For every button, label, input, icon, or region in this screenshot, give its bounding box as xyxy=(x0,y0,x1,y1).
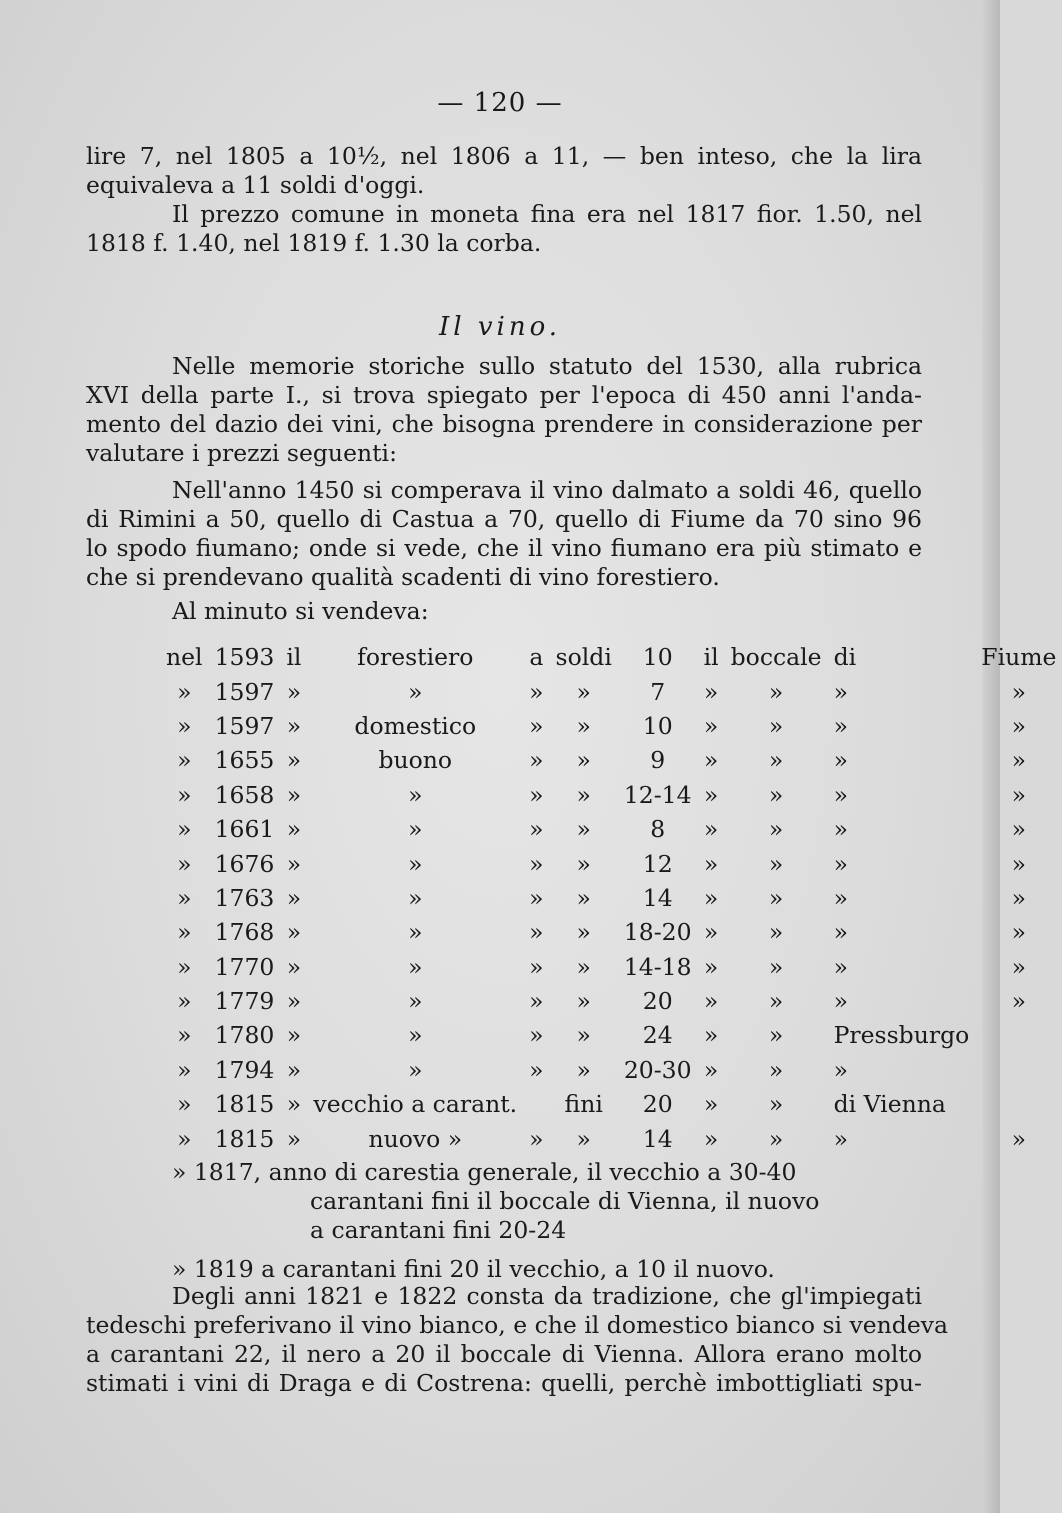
price-cell: Fiume xyxy=(981,643,1057,672)
price-cell: » xyxy=(833,746,848,775)
price-cell: 20 xyxy=(642,1090,673,1119)
price-row xyxy=(160,881,1062,915)
text-line: 1818 f. 1.40, nel 1819 f. 1.30 la corba. xyxy=(86,229,542,257)
price-cell: » xyxy=(286,1124,302,1153)
price-cell: » xyxy=(286,952,302,981)
price-cell: » xyxy=(576,1021,591,1050)
text-line: » 1819 a carantani fini 20 il vecchio, a 10 il nuovo. xyxy=(172,1255,775,1283)
price-cell: 1655 xyxy=(214,746,275,775)
price-cell: Pressburgo xyxy=(833,1021,970,1050)
price-cell: » xyxy=(833,711,848,740)
memorie-paragraph xyxy=(86,352,922,468)
price-cell: » xyxy=(286,849,302,878)
price-cell: » xyxy=(177,1090,192,1119)
price-cell: » xyxy=(768,987,784,1016)
price-cell: 1780 xyxy=(214,1021,275,1050)
price-cell: » xyxy=(286,1021,302,1050)
text-line: a carantani 22, il nero a 20 il boccale di Vienna. Allora erano molto xyxy=(86,1340,922,1368)
text-line: Degli anni 1821 e 1822 consta da tradizione, che gl'impiegati xyxy=(172,1282,922,1310)
price-cell: » xyxy=(768,849,784,878)
text-line: carantani fini il boccale di Vienna, il nuovo xyxy=(310,1187,820,1215)
price-cell: » xyxy=(177,952,192,981)
price-cell: 12-14 xyxy=(623,780,692,809)
price-cell: 1768 xyxy=(214,918,275,947)
price-cell: 1661 xyxy=(214,815,275,844)
price-cell: » xyxy=(1011,815,1027,844)
price-cell: forestiero xyxy=(357,643,474,672)
price-cell: » xyxy=(529,746,544,775)
price-cell: » xyxy=(703,815,719,844)
price-cell: » xyxy=(768,677,784,706)
price-cell: » xyxy=(177,677,192,706)
price-cell: » xyxy=(703,1021,719,1050)
price-row xyxy=(160,915,1062,949)
price-cell: » xyxy=(408,780,423,809)
price-cell: » xyxy=(177,918,192,947)
text-line: lire 7, nel 1805 a 10½, nel 1806 a 11, — ben inteso, che la lira xyxy=(86,142,922,170)
price-cell: 1676 xyxy=(214,849,275,878)
price-cell: » xyxy=(576,677,591,706)
price-cell: » xyxy=(1011,849,1027,878)
price-cell: 7 xyxy=(650,677,666,706)
price-cell: fini xyxy=(564,1090,603,1119)
price-cell: » xyxy=(703,677,719,706)
intro-paragraph xyxy=(86,142,922,258)
price-cell: » xyxy=(768,883,784,912)
price-cell: » xyxy=(576,883,591,912)
price-cell: 9 xyxy=(650,746,666,775)
price-cell: » xyxy=(703,711,719,740)
price-cell: » xyxy=(286,1090,302,1119)
price-cell: 20-30 xyxy=(623,1055,692,1084)
price-cell: » xyxy=(768,1021,784,1050)
price-cell: 8 xyxy=(650,815,666,844)
price-cell: 10 xyxy=(642,643,673,672)
price-cell: nuovo » xyxy=(368,1124,463,1153)
text-line: a carantani fini 20-24 xyxy=(310,1216,567,1244)
price-cell: » xyxy=(529,1021,544,1050)
price-cell xyxy=(523,1087,549,1121)
minuto-line: Al minuto si vendeva: xyxy=(172,597,429,625)
price-row xyxy=(160,778,1062,812)
price-cell: » xyxy=(1011,711,1027,740)
price-cell: » xyxy=(177,746,192,775)
price-cell: » xyxy=(703,1124,719,1153)
price-cell xyxy=(975,1087,1062,1121)
price-cell: » xyxy=(286,780,302,809)
price-cell: » xyxy=(286,883,302,912)
price-cell: » xyxy=(177,849,192,878)
text-line: Nelle memorie storiche sullo statuto del 1530, alla rubrica xyxy=(172,352,922,380)
price-row xyxy=(160,1121,1062,1155)
price-cell: 14 xyxy=(642,1124,673,1153)
price-cell: » xyxy=(703,952,719,981)
price-cell: » xyxy=(833,883,848,912)
price-cell: » xyxy=(703,746,719,775)
price-cell xyxy=(975,1053,1062,1087)
price-cell: 1794 xyxy=(214,1055,275,1084)
price-cell: » xyxy=(768,1055,784,1084)
price-cell: » xyxy=(286,918,302,947)
text-line: stimati i vini di Draga e di Costrena: quelli, perchè imbottigliati spu- xyxy=(86,1369,922,1397)
price-cell: » xyxy=(177,780,192,809)
price-cell: vecchio a carant. xyxy=(313,1090,518,1119)
price-cell: » xyxy=(529,952,544,981)
text-line: XVI della parte I., si trova spiegato per l'epoca di 450 anni l'anda- xyxy=(86,381,922,409)
price-cell: » xyxy=(576,849,591,878)
price-cell: » xyxy=(576,1055,591,1084)
price-cell: » xyxy=(408,883,423,912)
price-cell: domestico xyxy=(354,711,477,740)
price-cell: » xyxy=(833,952,848,981)
price-row xyxy=(160,640,1062,674)
price-cell: il xyxy=(703,643,719,672)
price-cell: » xyxy=(1011,952,1027,981)
price-cell: » xyxy=(576,780,591,809)
price-cell: 1770 xyxy=(214,952,275,981)
price-cell: » xyxy=(768,1090,784,1119)
price-cell: » xyxy=(768,918,784,947)
notes-block xyxy=(172,1158,819,1284)
price-cell: » xyxy=(408,815,423,844)
price-row xyxy=(160,812,1062,846)
text-line: Nell'anno 1450 si comperava il vino dalmato a soldi 46, quello xyxy=(172,476,922,504)
price-cell: » xyxy=(576,815,591,844)
price-cell: 10 xyxy=(642,711,673,740)
price-row xyxy=(160,743,1062,777)
price-cell: » xyxy=(703,780,719,809)
text-line: equivaleva a 11 soldi d'oggi. xyxy=(86,171,425,199)
price-cell: » xyxy=(529,883,544,912)
price-cell: » xyxy=(703,1090,719,1119)
price-row xyxy=(160,1018,1062,1052)
section-heading: Il vino. xyxy=(438,312,562,342)
price-cell: 20 xyxy=(642,987,673,1016)
price-cell: » xyxy=(1011,780,1027,809)
price-cell: » xyxy=(529,1055,544,1084)
price-row xyxy=(160,674,1062,708)
price-cell xyxy=(975,1018,1062,1052)
price-cell: 12 xyxy=(642,849,673,878)
price-cell: » xyxy=(408,677,423,706)
price-cell: » xyxy=(768,746,784,775)
price-cell: » xyxy=(1011,987,1027,1016)
final-paragraph xyxy=(86,1282,949,1398)
text-line: che si prendevano qualità scadenti di vino forestiero. xyxy=(86,563,720,591)
price-cell: » xyxy=(833,918,848,947)
text-line: Il prezzo comune in moneta fina era nel 1817 fior. 1.50, nel xyxy=(172,200,922,228)
price-row xyxy=(160,984,1062,1018)
price-cell: » xyxy=(286,1055,302,1084)
price-cell: » xyxy=(177,1055,192,1084)
text-line: valutare i prezzi seguenti: xyxy=(86,439,397,467)
price-cell: 1658 xyxy=(214,780,275,809)
price-cell: » xyxy=(408,918,423,947)
price-cell: » xyxy=(833,987,848,1016)
price-cell: » xyxy=(177,711,192,740)
price-cell: » xyxy=(833,780,848,809)
price-cell: 18-20 xyxy=(623,918,692,947)
price-cell: » xyxy=(768,711,784,740)
price-cell: » xyxy=(703,849,719,878)
price-cell: » xyxy=(1011,883,1027,912)
price-cell: 24 xyxy=(642,1021,673,1050)
price-cell: buono xyxy=(378,746,453,775)
price-cell: » xyxy=(1011,746,1027,775)
price-cell: di Vienna xyxy=(833,1090,946,1119)
price-cell: 1593 xyxy=(214,643,275,672)
page-number: — 120 — xyxy=(437,88,563,118)
price-cell: » xyxy=(703,918,719,947)
text-line: tedeschi preferivano il vino bianco, e che il domestico bianco si vendeva xyxy=(86,1311,949,1339)
price-cell: » xyxy=(529,815,544,844)
price-cell: » xyxy=(529,987,544,1016)
price-row xyxy=(160,950,1062,984)
text-line: mento del dazio dei vini, che bisogna prendere in considerazione per xyxy=(86,410,922,438)
price-cell: » xyxy=(408,952,423,981)
price-cell: 1597 xyxy=(214,711,275,740)
price-cell: » xyxy=(768,815,784,844)
price-cell: nel xyxy=(166,643,203,672)
price-cell: » xyxy=(768,952,784,981)
price-cell: 1597 xyxy=(214,677,275,706)
price-cell: » xyxy=(1011,1124,1027,1153)
price-cell: » xyxy=(286,987,302,1016)
price-cell: » xyxy=(576,711,591,740)
price-cell: » xyxy=(768,1124,784,1153)
price-cell: il xyxy=(286,643,302,672)
text-line: lo spodo fiumano; onde si vede, che il vino fiumano era più stimato e xyxy=(86,534,922,562)
price-cell: » xyxy=(833,1124,848,1153)
price-cell: » xyxy=(408,849,423,878)
price-cell: 1763 xyxy=(214,883,275,912)
price-cell: » xyxy=(177,883,192,912)
price-cell: » xyxy=(286,711,302,740)
price-cell: » xyxy=(703,987,719,1016)
price-cell: 1815 xyxy=(214,1124,275,1153)
price-cell: » xyxy=(703,1055,719,1084)
price-row xyxy=(160,846,1062,880)
price-cell: » xyxy=(177,815,192,844)
price-cell: 1779 xyxy=(214,987,275,1016)
text-line: di Rimini a 50, quello di Castua a 70, quello di Fiume da 70 sino 96 xyxy=(86,505,922,533)
price-cell: » xyxy=(833,677,848,706)
price-cell: » xyxy=(576,746,591,775)
price-cell: soldi xyxy=(555,643,612,672)
price-cell: » xyxy=(529,1124,544,1153)
price-cell: » xyxy=(408,1055,423,1084)
price-cell: » xyxy=(1011,677,1027,706)
price-cell: » xyxy=(833,1055,848,1084)
text-line: » 1817, anno di carestia generale, il vecchio a 30-40 xyxy=(172,1158,797,1186)
price-cell: » xyxy=(286,815,302,844)
price-cell: » xyxy=(768,780,784,809)
price-cell: 14-18 xyxy=(623,952,692,981)
price-cell: » xyxy=(529,711,544,740)
price-cell: » xyxy=(529,918,544,947)
price-cell: » xyxy=(286,746,302,775)
price-row xyxy=(160,709,1062,743)
price-cell: » xyxy=(576,918,591,947)
price-cell: a xyxy=(529,643,544,672)
price-cell: » xyxy=(833,815,848,844)
price-cell: 14 xyxy=(642,883,673,912)
price-cell: di xyxy=(833,643,857,672)
price-cell: boccale xyxy=(730,643,822,672)
price-row xyxy=(160,1087,1062,1121)
price-cell: » xyxy=(177,1124,192,1153)
price-row xyxy=(160,1053,1062,1087)
price-cell: » xyxy=(1011,918,1027,947)
price-cell: » xyxy=(576,1124,591,1153)
price-cell: » xyxy=(576,987,591,1016)
price-cell: » xyxy=(529,677,544,706)
price-cell: » xyxy=(177,987,192,1016)
price-cell: » xyxy=(408,1021,423,1050)
price-cell: » xyxy=(408,987,423,1016)
price-cell: » xyxy=(833,849,848,878)
price-cell: » xyxy=(576,952,591,981)
price-cell: » xyxy=(177,1021,192,1050)
price-cell: » xyxy=(286,677,302,706)
price-cell: » xyxy=(529,780,544,809)
anno-paragraph xyxy=(86,476,922,592)
price-cell: » xyxy=(529,849,544,878)
price-cell: » xyxy=(703,883,719,912)
price-cell: 1815 xyxy=(214,1090,275,1119)
price-table xyxy=(160,640,1062,1156)
